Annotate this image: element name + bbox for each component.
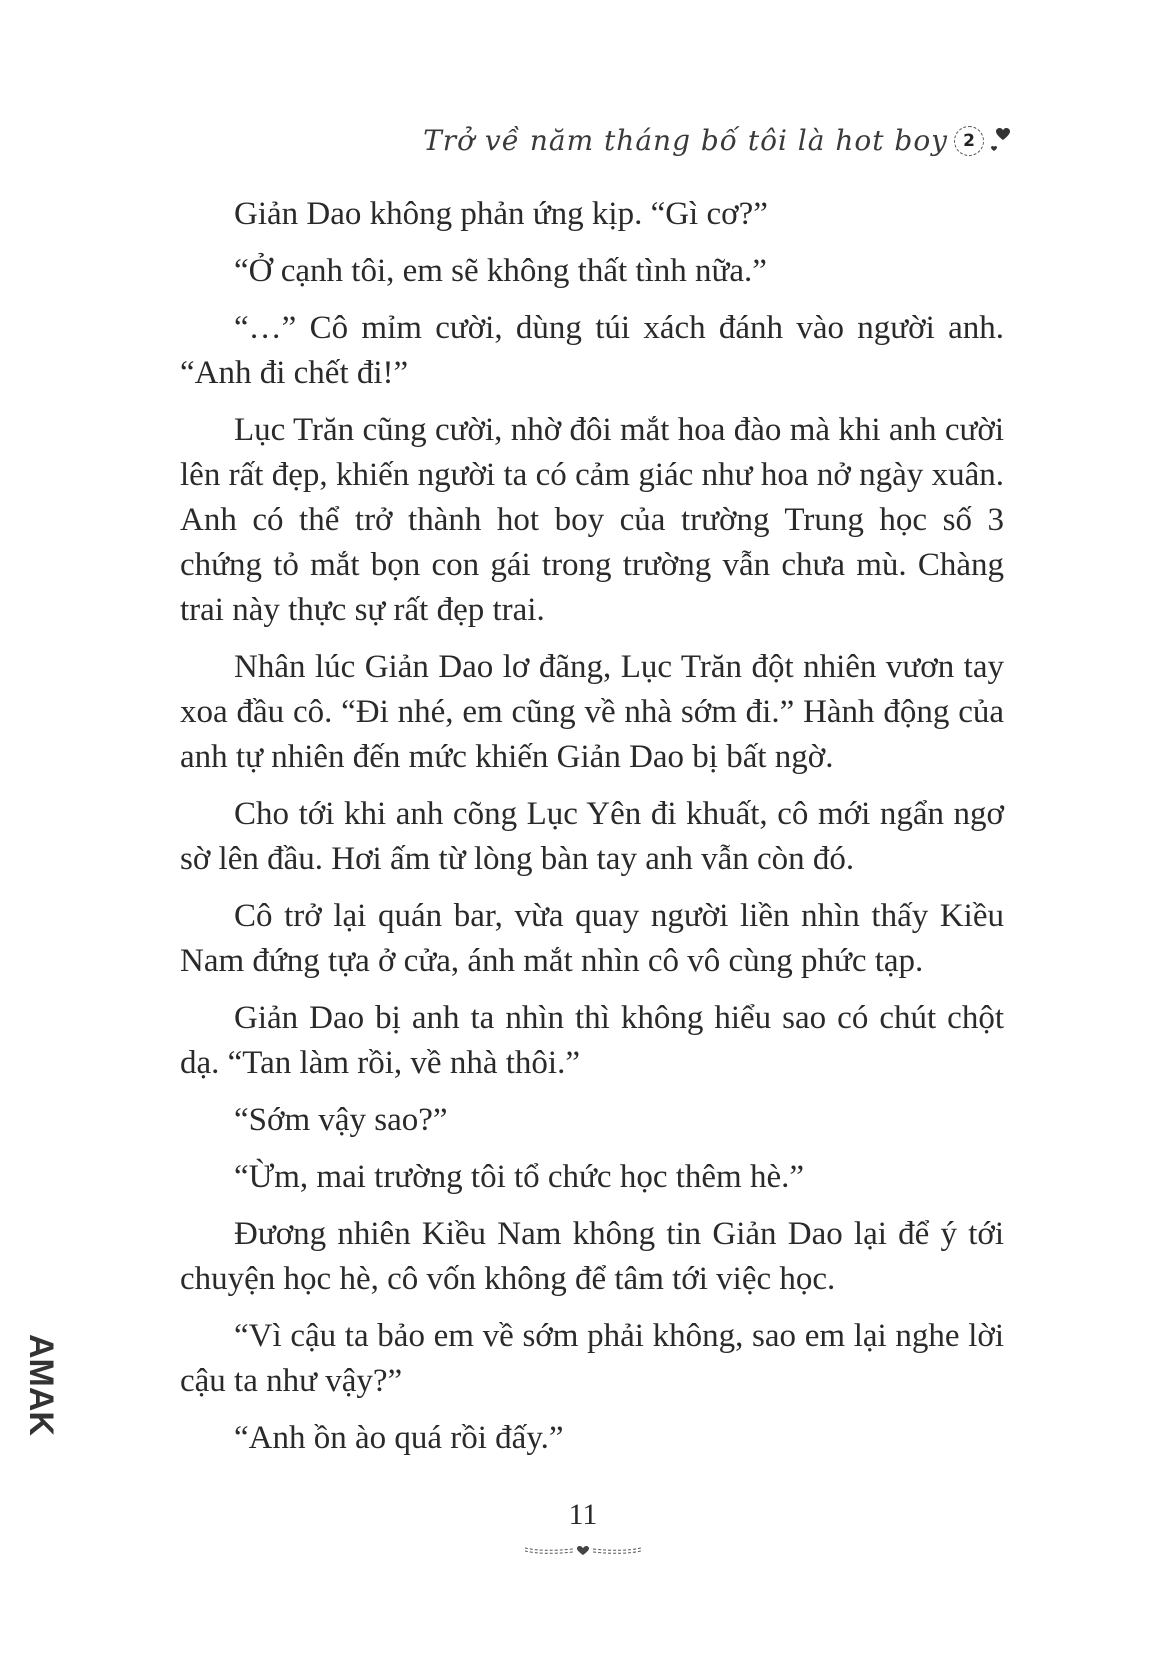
ornament-icon — [523, 1542, 643, 1563]
paragraph: “Vì cậu ta bảo em về sớm phải không, sao em lại nghe lời cậu ta như vậy?” — [180, 1318, 1004, 1399]
paragraph: Giản Dao bị anh ta nhìn thì không hiểu sao có chút chột dạ. “Tan làm rồi, về nhà thôi.” — [180, 1000, 1004, 1081]
body-text — [180, 192, 1004, 1473]
publisher-logo: AMAK — [22, 1334, 60, 1436]
paragraph: Lục Trăn cũng cười, nhờ đôi mắt hoa đào mà khi anh cười lên rất đẹp, khiến người ta có cảm giác như hoa nở ngày xuân. Anh có thể trở thành hot boy của trường Trung học số 3 chứng tỏ mắt bọn con gái trong trường vẫn chưa mù. Chàng trai này thực sự rất đẹp trai. — [180, 412, 1004, 628]
page-number: 11 — [568, 1498, 598, 1531]
volume-badge: 2 — [954, 126, 984, 156]
paragraph: “Ừm, mai trường tôi tổ chức học thêm hè.” — [234, 1159, 805, 1195]
book-title: Trở về năm tháng bố tôi là hot boy — [423, 124, 948, 157]
paragraph: Giản Dao không phản ứng kịp. “Gì cơ?” — [234, 196, 768, 232]
heart-icon — [990, 126, 1016, 156]
paragraph: Cô trở lại quán bar, vừa quay người liền nhìn thấy Kiều Nam đứng tựa ở cửa, ánh mắt nhìn cô vô cùng phức tạp. — [180, 898, 1004, 979]
paragraph: Nhân lúc Giản Dao lơ đãng, Lục Trăn đột nhiên vươn tay xoa đầu cô. “Đi nhé, em cũng về nhà sớm đi.” Hành động của anh tự nhiên đến mức khiến Giản Dao bị bất ngờ. — [180, 649, 1004, 775]
paragraph: “…” Cô mỉm cười, dùng túi xách đánh vào người anh. “Anh đi chết đi!” — [180, 310, 1004, 391]
running-header — [423, 124, 1016, 157]
paragraph: “Ở cạnh tôi, em sẽ không thất tình nữa.” — [234, 253, 767, 289]
paragraph: Cho tới khi anh cõng Lục Yên đi khuất, cô mới ngẩn ngơ sờ lên đầu. Hơi ấm từ lòng bàn tay anh vẫn còn đó. — [180, 796, 1004, 877]
paragraph: Đương nhiên Kiều Nam không tin Giản Dao lại để ý tới chuyện học hè, cô vốn không để tâm tới việc học. — [180, 1216, 1004, 1297]
paragraph: “Anh ồn ào quá rồi đấy.” — [234, 1420, 564, 1456]
paragraph: “Sớm vậy sao?” — [234, 1102, 448, 1138]
